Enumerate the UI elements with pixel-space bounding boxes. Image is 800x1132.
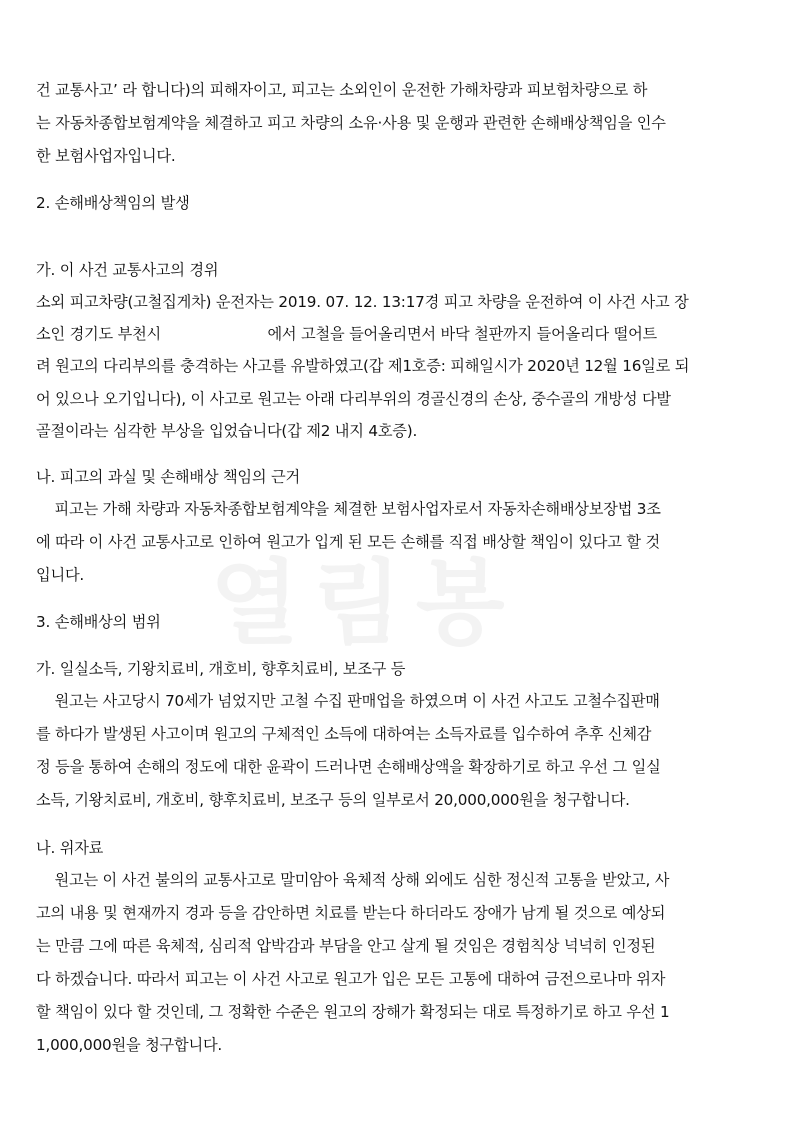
paragraph-line: 소인 경기도 부천시 에서 고철을 들어올리면서 바닥 철판까지 들어올리다 떨어트: [36, 325, 658, 343]
section-heading: 2. 손해배상책임의 발생: [36, 194, 190, 212]
subsection-heading: 가. 일실소득, 기왕치료비, 개호비, 향후치료비, 보조구 등: [36, 660, 406, 678]
section-heading: 3. 손해배상의 범위: [36, 613, 161, 631]
subsection-heading: 가. 이 사건 교통사고의 경위: [36, 261, 219, 279]
paragraph-line: 골절이라는 심각한 부상을 입었습니다(갑 제2 내지 4호증).: [36, 422, 418, 440]
watermark: 열림봉: [210, 549, 519, 657]
intro-line: 한 보험사업자입니다.: [36, 147, 176, 165]
subsection-heading: 나. 피고의 과실 및 손해배상 책임의 근거: [36, 468, 300, 486]
paragraph-line: 피고는 가해 차량과 자동차종합보험계약을 체결한 보험사업자로서 자동차손해배상보장법 3조: [36, 500, 661, 518]
intro-line: 는 자동차종합보험계약을 체결하고 피고 차량의 소유·사용 및 운행과 관련한 손해배상책임을 인수: [36, 114, 666, 132]
subsection-heading: 나. 위자료: [36, 839, 104, 857]
paragraph-line: 입니다.: [36, 566, 85, 584]
intro-line: 건 교통사고’ 라 합니다)의 피해자이고, 피고는 소외인이 운전한 가해차량과 피보험차량으로 하: [36, 81, 648, 99]
paragraph-line: 에 따라 이 사건 교통사고로 인하여 원고가 입게 된 모든 손해를 직접 배상할 책임이 있다고 할 것: [36, 533, 660, 551]
paragraph-line: 어 있으나 오기입니다), 이 사고로 원고는 아래 다리부위의 경골신경의 손상, 중수골의 개방성 다발: [36, 390, 671, 408]
paragraph-line: 1,000,000원을 청구합니다.: [36, 1036, 223, 1054]
paragraph-line: 려 원고의 다리부의를 충격하는 사고를 유발하였고(갑 제1호증: 피해일시가 2020년 12월 16일로 되: [36, 357, 690, 375]
paragraph-line: 소외 피고차량(고철집게차) 운전자는 2019. 07. 12. 13:17경 피고 차량을 운전하여 이 사건 사고 장: [36, 293, 689, 311]
paragraph-line: 원고는 이 사건 불의의 교통사고로 말미암아 육체적 상해 외에도 심한 정신적 고통을 받았고, 사: [36, 871, 670, 889]
paragraph-line: 할 책임이 있다 할 것인데, 그 정확한 수준은 원고의 장해가 확정되는 대로 특정하기로 하고 우선 1: [36, 1003, 670, 1021]
paragraph-line: 고의 내용 및 현재까지 경과 등을 감안하면 치료를 받는다 하더라도 장애가 남게 될 것으로 예상되: [36, 904, 666, 922]
paragraph-line: 는 만큼 그에 따른 육체적, 심리적 압박감과 부담을 안고 살게 될 것임은 경험칙상 넉넉히 인정된: [36, 937, 656, 955]
paragraph-line: 소득, 기왕치료비, 개호비, 향후치료비, 보조구 등의 일부로서 20,000,000원을 청구합니다.: [36, 791, 630, 809]
paragraph-line: 다 하겠습니다. 따라서 피고는 이 사건 사고로 원고가 입은 모든 고통에 대하여 금전으로나마 위자: [36, 970, 666, 988]
paragraph-line: 원고는 사고당시 70세가 넘었지만 고철 수집 판매업을 하였으며 이 사건 사고도 고철수집판매: [36, 692, 660, 710]
paragraph-line: 를 하다가 발생된 사고이며 원고의 구체적인 소득에 대하여는 소득자료를 입수하여 추후 신체감: [36, 725, 652, 743]
paragraph-line: 정 등을 통하여 손해의 정도에 대한 윤곽이 드러나면 손해배상액을 확장하기로 하고 우선 그 일실: [36, 758, 661, 776]
